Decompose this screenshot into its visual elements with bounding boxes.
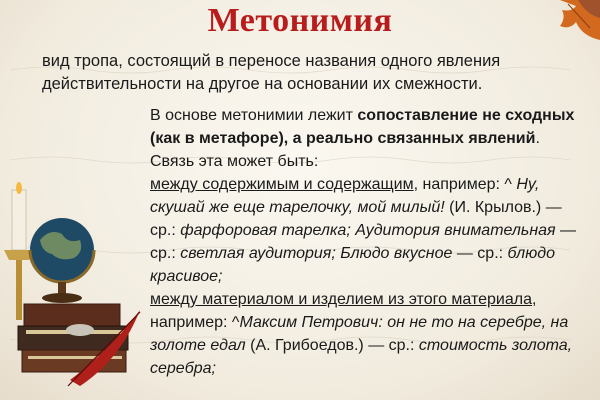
case1-compare-1: фарфоровая тарелка; Аудитория внимательная (180, 222, 556, 239)
globe-books-candle-illustration-icon (0, 180, 150, 400)
body-text (150, 104, 580, 380)
case2-author: (А. Грибоедов.) — ср.: (245, 337, 419, 354)
intro-tail: . Связь эта может быть: (150, 130, 540, 170)
slide-title: Метонимия (207, 2, 393, 39)
definition-text: вид тропа, состоящий в переносе названия одного явления действительности на другое на основании их смежности. (42, 52, 501, 93)
case1-quote: Ну, скушай же еще тарелочку, мой милый! (150, 176, 540, 216)
intro-emphasis: сопоставление не сходных (как в метафоре), а реально связанных явлений (150, 107, 575, 147)
case1-compare-3: блюдо красивое; (150, 245, 555, 285)
case2-compare: стоимость золота, серебра; (150, 337, 573, 377)
case2-label: между материалом и изделием из этого материала (150, 291, 532, 308)
case2-quote: Максим Петрович: он не то на серебре, на золоте едал (150, 314, 569, 354)
case1-author: (И. Крылов.) — ср.: (150, 199, 562, 239)
case1-compare-2: светлая аудитория; Блюдо вкусное (180, 245, 453, 262)
case2-sep: , например: ^ (150, 291, 537, 331)
case1-sep: , например: ^ (413, 176, 517, 193)
case1-mid-2: — ср.: (452, 245, 508, 262)
intro-text: В основе метонимии лежит (150, 107, 358, 124)
case1-label: между содержимым и содержащим (150, 176, 414, 193)
case1-mid-1: — ср.: (150, 222, 577, 262)
